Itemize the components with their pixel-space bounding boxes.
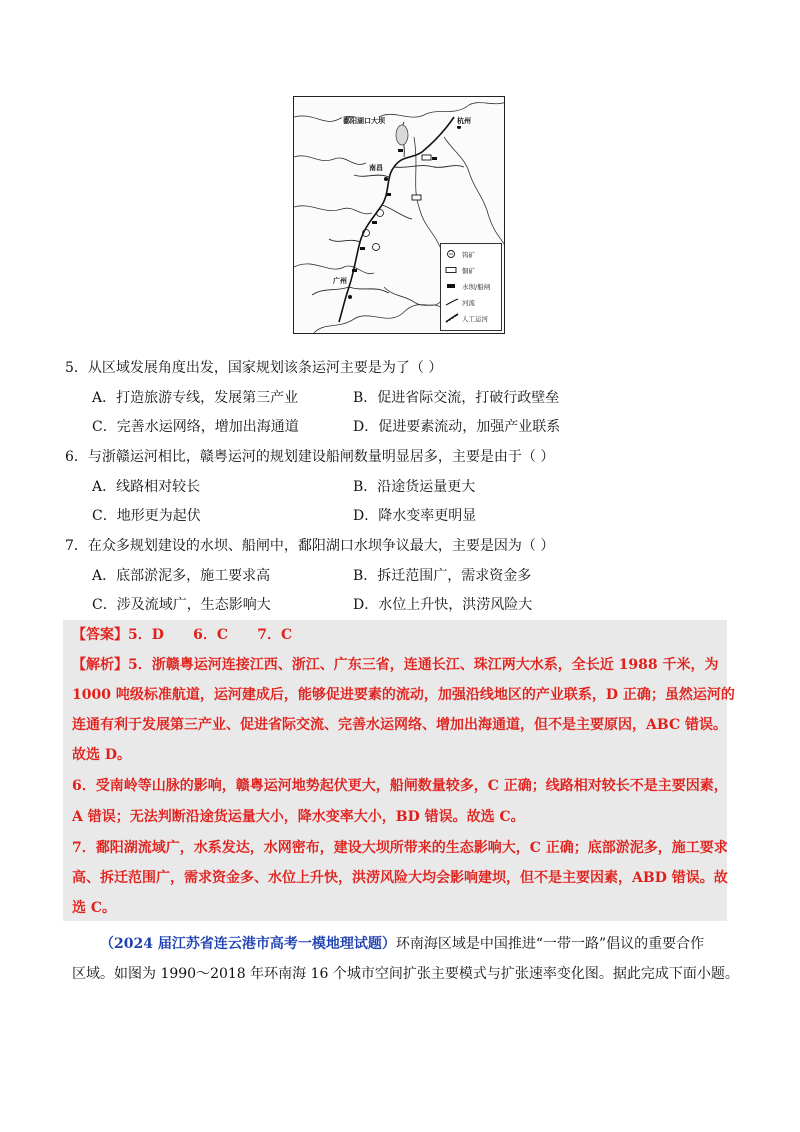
legend-label: 河流 [462,298,475,307]
question-7-option-a[interactable]: A．底部淤泥多，施工要求高 [92,568,271,584]
river-icon [445,297,459,307]
legend-label: 铜矿 [462,266,475,275]
question-source: （2024 届江苏省连云港市高考一模地理试题） [100,936,396,952]
map-label-guangzhou: 广州 [333,277,347,285]
question-7-option-d[interactable]: D．水位上升快，洪涝风险大 [353,597,533,613]
map-label-hangzhou: 杭州 [457,117,471,125]
analysis-text: 5．浙赣粤运河连接江西、浙江、广东三省，连通长江、珠江两大水系，全长近 1988 千米，为 [128,657,719,673]
analysis-text: 7．鄱阳湖流域广，水系发达，水网密布，建设大坝所带来的生态影响大，C 正确；底部淤泥多，施工要求 [72,840,728,856]
tungsten-mine-icon [445,249,459,259]
question-5-option-c[interactable]: C．完善水运网络，增加出海通道 [92,419,299,435]
question-6-option-b[interactable]: B．沿途货运量更大 [353,479,476,495]
question-7-option-c[interactable]: C．涉及流域广，生态影响大 [92,597,271,613]
question-6-option-a[interactable]: A．线路相对较长 [92,479,201,495]
next-question-intro-line-1 [100,933,704,955]
legend-item-tungsten [445,248,475,260]
question-7-stem: 7．在众多规划建设的水坝、船闸中，鄱阳湖口水坝争议最大，主要是因为（ ） [65,538,555,554]
copper-mine-icon [445,265,459,275]
analysis-line-8 [72,867,728,889]
legend-label: 人工运河 [462,314,488,323]
intro-text: 环南海区域是中国推进“一带一路”倡议的重要合作 [395,936,705,952]
map-label-poyang-dam: 鄱阳湖口大坝 [343,117,385,125]
question-5-option-b[interactable]: B．促进省际交流，打破行政壁垒 [353,390,560,406]
next-question-intro-line-2: 区域。如图为 1990～2018 年环南海 16 个城市空间扩张主要模式与扩张速率变化图。据此完成下面小题。 [72,966,739,982]
legend-item-dam-lock [445,280,490,292]
legend-item-copper [445,264,475,276]
answer-line [72,624,292,646]
analysis-tag: 【解析】 [72,657,128,673]
analysis-line-7 [72,837,728,859]
map-legend [440,243,502,331]
analysis-text: 选 C。 [72,900,117,916]
question-5-option-a[interactable]: A．打造旅游专线，发展第三产业 [92,390,299,406]
analysis-line-9 [72,897,116,919]
dam-lock-icon [445,281,459,291]
legend-item-canal [445,312,488,324]
question-5-option-d[interactable]: D．促进要素流动，加强产业联系 [353,419,561,435]
analysis-line-6 [72,806,525,828]
analysis-line-4 [72,744,131,766]
legend-label: 钨矿 [462,250,475,259]
question-5-stem: 5．从区域发展角度出发，国家规划该条运河主要是为了（ ） [65,360,443,376]
analysis-line-5 [72,775,728,797]
analysis-text: 连通有利于发展第三产业、促进省际交流、完善水运网络、增加出海通道，但不是主要原因，ABC 错误。 [72,717,727,733]
analysis-line-3 [72,714,727,736]
analysis-line-2 [72,684,735,706]
analysis-line-1 [72,654,718,676]
analysis-text: 1000 吨级标准航道，运河建成后，能够促进要素的流动，加强沿线地区的产业联系，D 正确；虽然运河的 [72,687,735,703]
canal-icon [445,313,459,323]
legend-label: 水坝/船闸 [462,282,491,291]
analysis-text: 6．受南岭等山脉的影响，赣粤运河地势起伏更大，船闸数量较多，C 正确；线路相对较长不是主要因素， [72,778,728,794]
analysis-text: A 错误；无法判断沿途货运量大小，降水变率大小，BD 错误。故选 C。 [72,809,525,825]
map-label-nanchang: 南昌 [369,164,383,172]
question-6-option-c[interactable]: C．地形更为起伏 [92,508,201,524]
question-7-option-b[interactable]: B．拆迁范围广，需求资金多 [353,568,532,584]
analysis-text: 高、拆迁范围广，需求资金多、水位上升快，洪涝风险大均会影响建坝，但不是主要因素，ABD 错误。故 [72,870,728,886]
question-6-option-d[interactable]: D．降水变率更明显 [353,508,477,524]
question-6-stem: 6．与浙赣运河相比，赣粤运河的规划建设船闸数量明显居多，主要是由于（ ） [65,449,555,465]
analysis-text: 故选 D。 [72,747,132,763]
legend-item-river [445,296,475,308]
answer-tag: 【答案】 [72,627,128,643]
canal-route-map [293,96,505,334]
answer-text: 5．D 6．C 7．C [128,627,293,643]
